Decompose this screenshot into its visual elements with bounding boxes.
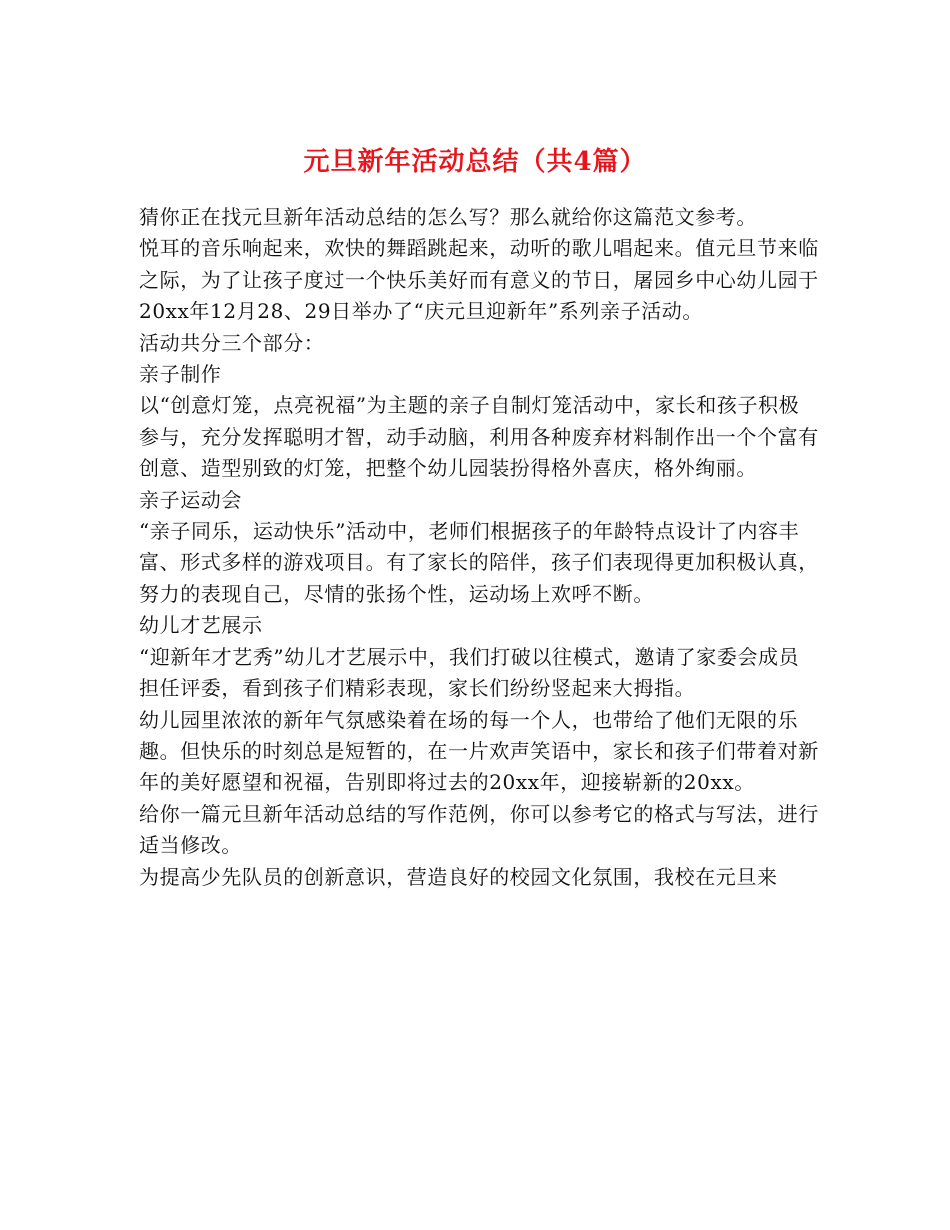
body-paragraph: 给你一篇元旦新年活动总结的写作范例，你可以参考它的格式与写法，进行适当修改。 — [139, 801, 819, 858]
section-heading: 幼儿才艺展示 — [139, 613, 263, 638]
body-paragraph: 为提高少先队员的创新意识，营造良好的校园文化氛围，我校在元旦来 — [139, 864, 778, 889]
body-paragraph: 活动共分三个部分： — [139, 330, 325, 355]
document-body — [139, 202, 819, 893]
intro-paragraph: 猜你正在找元旦新年活动总结的怎么写？那么就给你这篇范文参考。 — [139, 205, 757, 229]
body-paragraph: 幼儿园里浓浓的新年气氛感染着在场的每一个人，也带给了他们无限的乐趣。但快乐的时刻总是短暂的，在一片欢声笑语中，家长和孩子们带着对新年的美好愿望和祝福，告别即将过去的20xx年，迎接崭新的20xx。 — [139, 707, 819, 795]
body-paragraph: 以“创意灯笼，点亮祝福”为主题的亲子自制灯笼活动中，家长和孩子积极参与，充分发挥聪明才智，动手动脑，利用各种废弃材料制作出一个个富有创意、造型别致的灯笼，把整个幼儿园装扮得格外喜庆，格外绚丽。 — [139, 393, 819, 481]
body-paragraph: “亲子同乐，运动快乐”活动中，老师们根据孩子的年龄特点设计了内容丰富、形式多样的游戏项目。有了家长的陪伴，孩子们表现得更加积极认真，努力的表现自己，尽情的张扬个性，运动场上欢呼不断。 — [139, 519, 819, 606]
body-paragraph: “迎新年才艺秀”幼儿才艺展示中，我们打破以往模式，邀请了家委会成员担任评委，看到孩子们精彩表现，家长们纷纷竖起来大拇指。 — [139, 644, 800, 701]
section-heading: 亲子制作 — [139, 362, 222, 387]
section-heading: 亲子运动会 — [139, 487, 242, 512]
document-title: 元旦新年活动总结（共4篇） — [303, 147, 647, 178]
body-paragraph: 悦耳的音乐响起来，欢快的舞蹈跳起来，动听的歌儿唱起来。值元旦节来临之际，为了让孩子度过一个快乐美好而有意义的节日，屠园乡中心幼儿园于20xx年12月28、29日举办了“庆元旦迎新年”系列亲子活动。 — [139, 236, 819, 324]
